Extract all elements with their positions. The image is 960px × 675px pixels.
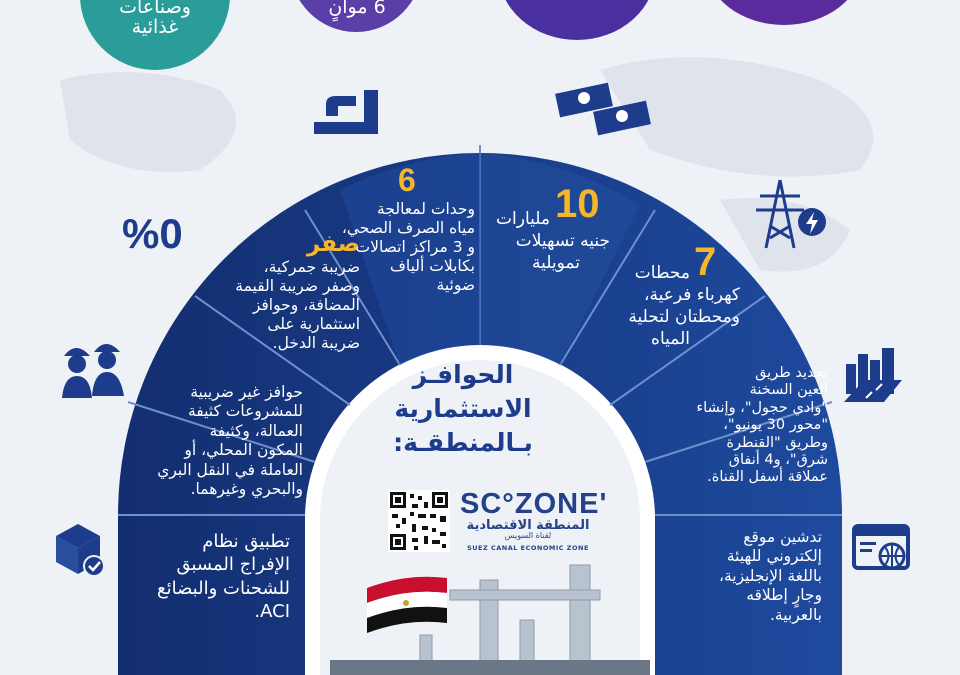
segment-line: حوافز غير ضريبية — [190, 383, 303, 401]
incentives-title — [378, 358, 548, 459]
segment-line: جنيه تسهيلات — [515, 231, 610, 252]
segment-website — [672, 528, 822, 625]
segment-line: و 3 مراكز اتصالات — [355, 237, 475, 256]
title-line: الاستثمارية — [394, 393, 532, 423]
segment-line: العمالة، وكثيفة — [209, 421, 303, 440]
segment-line: تمويلية — [532, 253, 580, 274]
segment-line: تجديد طريق — [755, 365, 828, 381]
segment-water — [330, 200, 475, 295]
segment-line: محطات — [634, 263, 690, 283]
logo-arabic — [458, 518, 598, 540]
segment-line: مليارات — [496, 209, 550, 229]
pipe-sewage-icon — [312, 86, 380, 138]
zero-percent-label: %0 — [122, 210, 183, 257]
segment-power-number: 7 — [694, 240, 717, 284]
segment-line: شرق"، و4 أنفاق — [728, 451, 828, 468]
segment-line: وجارٍ إطلاقه — [746, 586, 822, 605]
segment-roads — [668, 365, 828, 487]
circle-text-line: وصناعات — [119, 0, 191, 18]
segment-line: بالعربية. — [769, 605, 822, 624]
sczone-logo: SC°ZONE' — [460, 488, 608, 520]
segment-finance-number: 10 — [555, 182, 600, 226]
segment-line: وصفر ضريبة القيمة — [235, 276, 360, 295]
qr-code — [388, 490, 450, 552]
segment-line: بكابلات ألياف — [389, 256, 475, 275]
logo-arabic-sub: لقناة السويس — [504, 531, 552, 540]
segment-line: ضوئية — [436, 275, 475, 294]
money-stack-icon — [555, 78, 655, 140]
segment-line: للمشروعات كثيفة — [187, 402, 303, 421]
segment-line: عملاقة أسفل القناة. — [707, 469, 828, 486]
segment-nontax — [135, 383, 303, 499]
workers-icon — [60, 338, 126, 400]
segment-line: المياه — [651, 329, 690, 350]
segment-line: "وادي حجول"، وإنشاء — [696, 399, 828, 416]
egypt-flag — [362, 568, 452, 638]
segment-line: وطريق "القنطرة — [726, 434, 828, 451]
segment-line: مياه الصرف الصحي، — [341, 218, 475, 237]
segment-line: المضافة، وحوافز — [252, 295, 360, 314]
segment-line: المكون المحلي، أو — [184, 441, 303, 460]
title-line: بـالمنطقـة: — [393, 427, 533, 457]
website-globe-icon — [852, 522, 912, 574]
segment-line: تطبيق نظام — [202, 531, 290, 552]
segment-line: ACI. — [254, 601, 290, 623]
segment-line: ومحطتان لتحلية — [628, 307, 740, 328]
segment-line: ضريبة الدخل. — [272, 333, 360, 352]
road-city-icon — [844, 340, 902, 402]
package-check-icon — [50, 520, 108, 580]
segment-line: الإفراج المسبق — [176, 554, 290, 576]
power-tower-icon — [750, 178, 828, 250]
segment-line: العاملة في النقل البري — [157, 460, 303, 479]
logo-arabic-main: المنطقة الاقتصادية — [466, 518, 590, 533]
segment-line: إلكتروني للهيئة — [726, 547, 822, 566]
segment-water-number: 6 — [398, 162, 416, 198]
segment-line: العين السخنة — [749, 382, 828, 399]
segment-line: استثمارية على — [267, 314, 360, 333]
segment-line: وحدات لمعالجة — [377, 200, 475, 218]
segment-aci — [128, 530, 290, 624]
segment-line: كهرباء فرعية، — [644, 285, 740, 306]
circle-text-line: 6 موانٍ — [328, 0, 386, 18]
segment-line: باللغة الإنجليزية، — [718, 566, 822, 585]
title-line: الحوافـز — [412, 360, 514, 389]
segment-line: ضريبة جمركية، — [263, 258, 360, 277]
segment-line: والبحري وغيرهما. — [190, 479, 303, 498]
logo-english: SUEZ CANAL ECONOMIC ZONE — [467, 544, 589, 552]
segment-line: للشحنات والبضائع — [157, 577, 290, 599]
circle-text-line: غذائية — [131, 15, 179, 38]
zero-highlight: صفر — [306, 231, 360, 257]
segment-line: تدشين موقع — [743, 528, 822, 546]
segment-line: "محور 30 يونيو"، — [723, 417, 828, 434]
segment-power — [590, 262, 740, 350]
